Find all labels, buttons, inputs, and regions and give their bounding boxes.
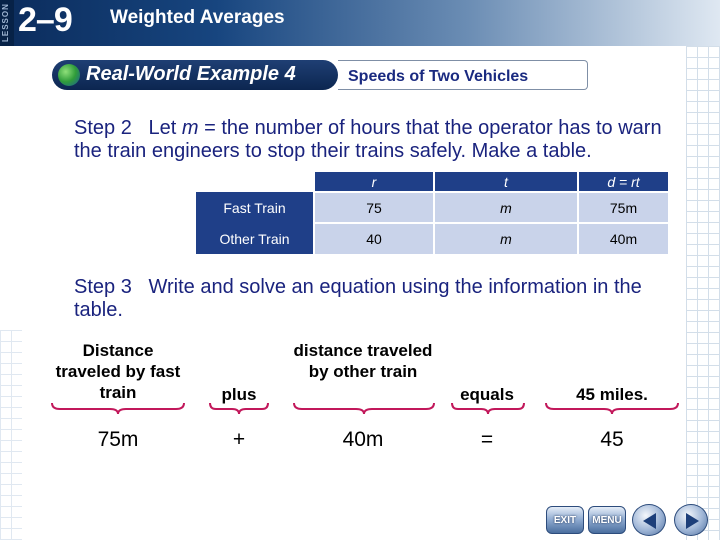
example-label: Real-World Example 4 [86,63,296,85]
table-row [196,192,668,223]
table-row-label: Fast Train [196,192,314,223]
brace-icon [50,401,186,415]
exit-button-label: EXIT [553,515,577,526]
table-row [196,223,668,254]
previous-button[interactable] [632,504,666,536]
equation-term-3-value: 40m [342,428,384,451]
lesson-banner [0,0,720,46]
step-3-text: Write and solve an equation using the information in the table. [74,276,642,321]
equation-term-2-value: + [232,428,246,451]
table-row-label: Other Train [196,223,314,254]
equation-term-3-label: distance traveled by other train [293,341,433,381]
next-button[interactable] [674,504,708,536]
table-cell-r: 75 [314,192,434,223]
equation-term-2-label: plus [221,385,257,404]
step-2-lead: Step 2 [74,117,132,139]
table-corner [196,172,314,192]
table-header-t: t [434,172,578,192]
table-cell-r: 40 [314,223,434,254]
menu-button-label: MENU [592,515,622,526]
example-subtitle: Speeds of Two Vehicles [348,68,529,85]
lesson-title: Weighted Averages [110,7,285,28]
globe-icon [58,64,80,86]
lesson-number: 2–9 [18,1,72,39]
table-header-row [196,172,668,192]
table-cell-d: 40m [578,223,668,254]
menu-button[interactable] [588,506,626,534]
equation-term-5-value: 45 [600,428,624,451]
brace-icon [208,401,270,415]
step-2-variable: m [181,117,199,139]
equation-term-5-label: 45 miles. [576,385,648,404]
rate-time-table [196,172,668,254]
step-2-text-after: = the number of hours that the operator has to warn the train engineers to stop their trains safely. Make a table. [74,117,662,162]
equation-term-1-value [52,428,184,452]
step-3-lead: Step 3 [74,276,132,298]
equation-term-4-label: equals [460,385,514,404]
brace-icon [450,401,526,415]
equation-term-1-label: Distance traveled by fast train [55,341,181,402]
table-cell-t: m [434,223,578,254]
triangle-left-icon [640,511,660,531]
table-cell-t: m [434,192,578,223]
lesson-word: LESSON [1,3,10,42]
step-2-text-before: Let [148,117,182,139]
brace-icon [292,401,436,415]
decorative-grid-left [0,330,22,540]
table-cell-d: 75m [578,192,668,223]
brace-icon [544,401,680,415]
equation-term-1-value-text: 75m [97,428,139,451]
equation-term-4-value: = [480,428,494,451]
lesson-tab [0,0,14,46]
step-3-paragraph [74,276,674,322]
step-2-paragraph [74,117,694,163]
triangle-right-icon [682,511,702,531]
exit-button[interactable] [546,506,584,534]
table-header-r: r [314,172,434,192]
example-subtitle-box [338,60,588,90]
table-header-d: d = rt [578,172,668,192]
